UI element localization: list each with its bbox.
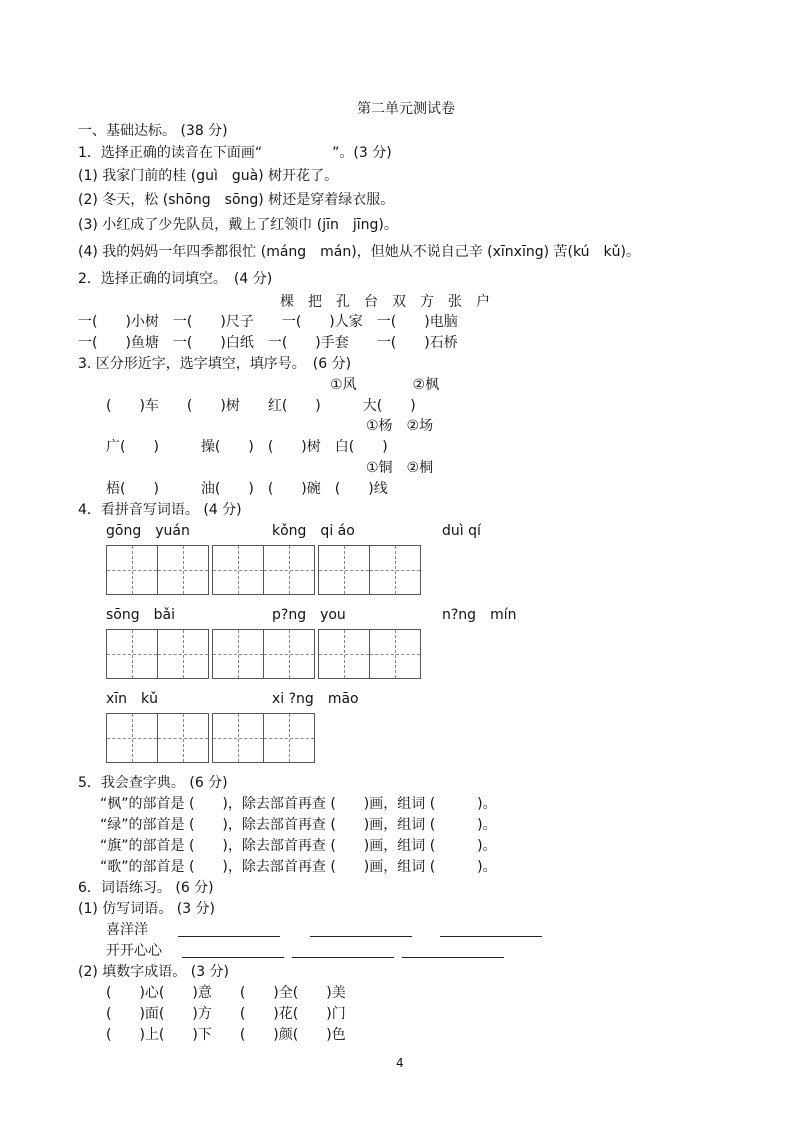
answer-line[interactable] bbox=[182, 957, 284, 958]
q3-options-3: ①铜 ②桐 bbox=[366, 460, 434, 476]
q3-line-1: ( )车 ( )树 红( ) 大( ) bbox=[106, 398, 416, 414]
pinyin-label: n?ng mín bbox=[442, 607, 517, 623]
q1-item-4: (4) 我的妈妈一年四季都很忙 (máng mán)，但她从不说自己辛 (xīnxīng) 苦(kú kǔ)。 bbox=[78, 244, 640, 260]
writing-box-pair[interactable] bbox=[318, 545, 420, 595]
q6-example-2: 开开心心 bbox=[106, 943, 162, 959]
pinyin-label: p?ng you bbox=[272, 607, 346, 623]
q3-line-3: 梧( ) 油( ) ( )碗 ( )线 bbox=[106, 481, 388, 497]
answer-line[interactable] bbox=[310, 936, 412, 937]
q6-idiom-row-2: ( )面( )方 ( )花( )门 bbox=[106, 1006, 346, 1022]
writing-box-pair[interactable] bbox=[212, 713, 314, 763]
q5-heading: 5．我会查字典。 (6 分) bbox=[78, 775, 228, 791]
q5-item-4: “歌”的部首是 ( )，除去部首再查 ( )画，组词 ( )。 bbox=[100, 859, 497, 875]
q6-idiom-row-1: ( )心( )意 ( )全( )美 bbox=[106, 985, 346, 1001]
writing-box-pair[interactable] bbox=[106, 545, 208, 595]
q1-item-3: (3) 小红成了少先队员，戴上了红领巾 (jīn jīng)。 bbox=[78, 217, 398, 233]
q6-example-1: 喜洋洋 bbox=[106, 922, 148, 938]
q1-item-2: (2) 冬天，松 (shōng sōng) 树还是穿着绿衣服。 bbox=[78, 192, 395, 208]
answer-line[interactable] bbox=[292, 957, 394, 958]
q1-heading: 1．选择正确的读音在下面画“ ”。(3 分) bbox=[78, 145, 392, 161]
q4-heading: 4．看拼音写词语。 (4 分) bbox=[78, 502, 242, 518]
q6-heading: 6．词语练习。 (6 分) bbox=[78, 880, 214, 896]
q3-line-2: 广( ) 操( ) ( )树 白( ) bbox=[106, 439, 388, 455]
q1-item-1: (1) 我家门前的桂 (guì guà) 树开花了。 bbox=[78, 168, 339, 184]
pinyin-label: gōng yuán bbox=[106, 523, 190, 539]
writing-box-pair[interactable] bbox=[212, 545, 314, 595]
section-heading: 一、基础达标。 (38 分) bbox=[78, 123, 228, 139]
writing-box-pair[interactable] bbox=[106, 629, 208, 679]
q3-options-1: ①风 ②枫 bbox=[330, 377, 440, 393]
q6-sub-2: (2) 填数字成语。 (3 分) bbox=[78, 964, 230, 980]
pinyin-label: sōng bǎi bbox=[106, 607, 175, 623]
answer-line[interactable] bbox=[178, 936, 280, 937]
writing-grid-row-1 bbox=[106, 545, 420, 595]
pinyin-label: duì qí bbox=[442, 523, 481, 539]
answer-line[interactable] bbox=[402, 957, 504, 958]
q2-word-bank: 棵 把 孔 台 双 方 张 户 bbox=[280, 294, 490, 310]
q2-heading: 2．选择正确的词填空。 (4 分) bbox=[78, 271, 273, 287]
page-number: 4 bbox=[396, 1056, 404, 1070]
page-title: 第二单元测试卷 bbox=[357, 101, 455, 117]
writing-grid-row-2 bbox=[106, 629, 420, 679]
q6-idiom-row-3: ( )上( )下 ( )颜( )色 bbox=[106, 1027, 346, 1043]
q5-item-1: “枫”的部首是 ( )，除去部首再查 ( )画，组词 ( )。 bbox=[100, 796, 497, 812]
q6-sub-1: (1) 仿写词语。 (3 分) bbox=[78, 901, 216, 917]
q5-item-2: “绿”的部首是 ( )，除去部首再查 ( )画，组词 ( )。 bbox=[100, 817, 497, 833]
writing-box-pair[interactable] bbox=[106, 713, 208, 763]
q3-options-2: ①杨 ②场 bbox=[366, 418, 434, 434]
q2-row-2: 一( )鱼塘 一( )白纸 一( )手套 一( )石桥 bbox=[78, 335, 458, 351]
pinyin-label: xi ?ng māo bbox=[272, 691, 359, 707]
q3-heading: 3. 区分形近字，选字填空，填序号。 (6 分) bbox=[78, 356, 352, 372]
writing-box-pair[interactable] bbox=[318, 629, 420, 679]
q5-item-3: “旗”的部首是 ( )，除去部首再查 ( )画，组词 ( )。 bbox=[100, 838, 497, 854]
writing-box-pair[interactable] bbox=[212, 629, 314, 679]
answer-line[interactable] bbox=[440, 936, 542, 937]
pinyin-label: xīn kǔ bbox=[106, 691, 159, 707]
pinyin-label: kǒng qi áo bbox=[272, 523, 355, 539]
writing-grid-row-3 bbox=[106, 713, 314, 763]
q2-row-1: 一( )小树 一( )尺子 一( )人家 一( )电脑 bbox=[78, 314, 458, 330]
